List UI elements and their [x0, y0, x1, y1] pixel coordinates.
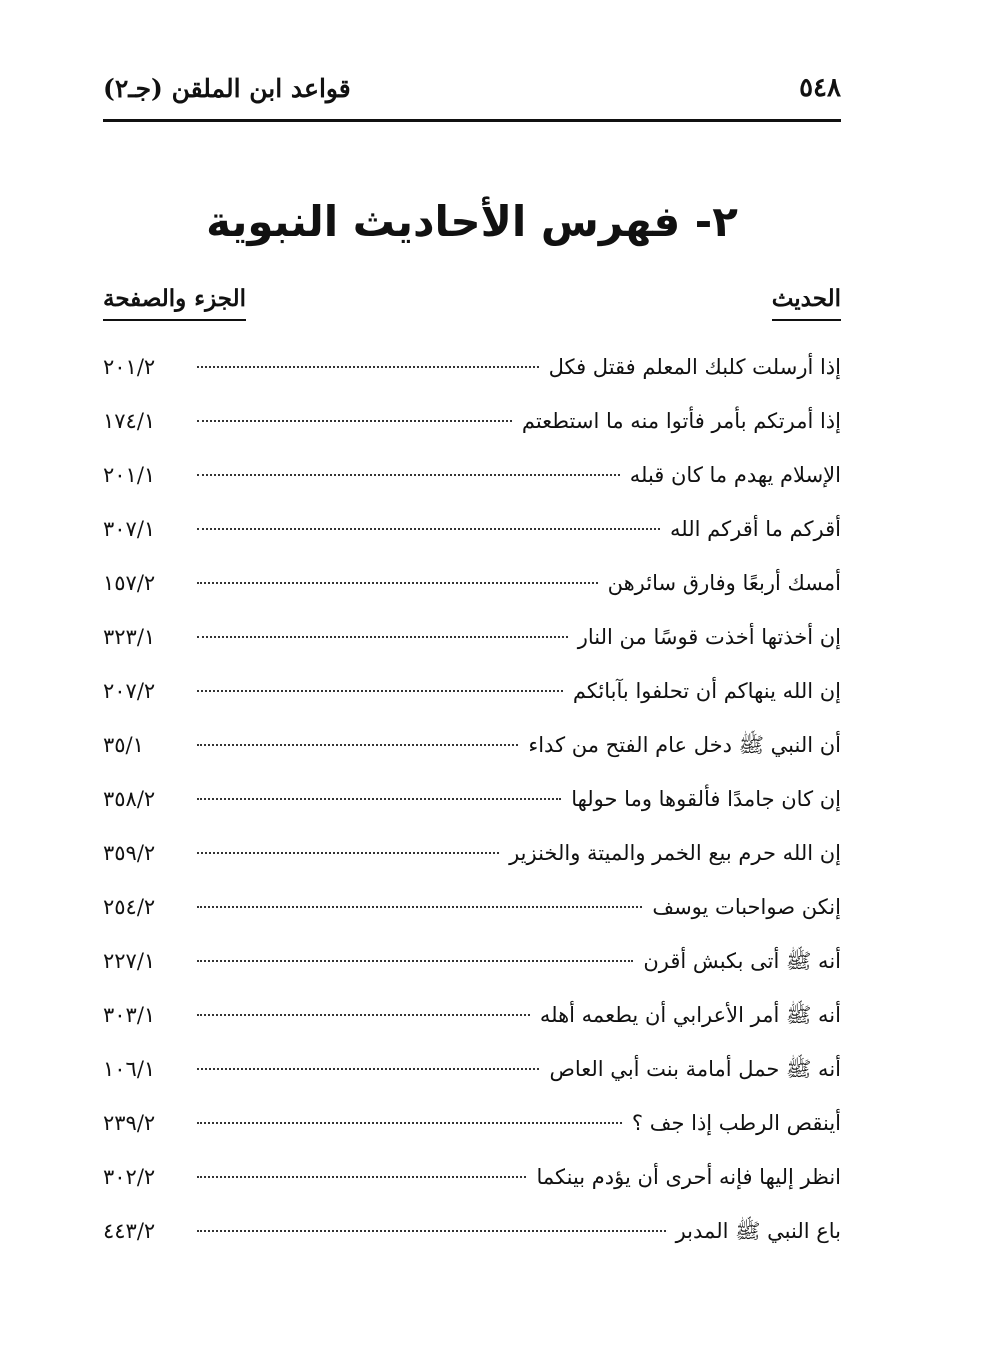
dot-leader — [197, 1014, 530, 1016]
volume-page-ref: ١٥٧/٢ — [103, 571, 156, 595]
index-entry — [103, 666, 841, 720]
hadith-text: انظر إليها فإنه أحرى أن يؤدم بينكما — [536, 1165, 841, 1189]
index-entry — [103, 1152, 841, 1206]
hadith-text: الإسلام يهدم ما كان قبله — [629, 463, 841, 487]
volume-page-ref: ٣٥٨/٢ — [103, 787, 156, 811]
index-entry — [103, 504, 841, 558]
index-entry — [103, 720, 841, 774]
header-rule — [103, 119, 841, 122]
dot-leader — [197, 636, 568, 638]
hadith-text: إن كان جامدًا فألقوها وما حولها — [571, 787, 841, 811]
volume-page-ref: ١٧٤/١ — [103, 409, 156, 433]
volume-page-ref: ٢٠١/١ — [103, 463, 156, 487]
column-headers — [103, 283, 841, 327]
book-title: قواعد ابن الملقن (جـ٢) — [103, 73, 351, 103]
volume-page-ref: ٢٥٤/٢ — [103, 895, 156, 919]
column-header-hadith: الحديث — [772, 283, 841, 321]
hadith-text: باع النبي ﷺ المدبر — [675, 1219, 841, 1243]
hadith-text: إن أخذتها أخذت قوسًا من النار — [577, 625, 841, 649]
index-entry — [103, 450, 841, 504]
hadith-text: إذا أرسلت كلبك المعلم فقتل فكل — [548, 355, 841, 379]
volume-page-ref: ٢٣٩/٢ — [103, 1111, 156, 1135]
page-number: ٥٤٨ — [799, 73, 841, 103]
hadith-text: أنه ﷺ أمر الأعرابي أن يطعمه أهله — [539, 1003, 841, 1027]
dot-leader — [197, 366, 539, 368]
volume-page-ref: ٣٠٧/١ — [103, 517, 156, 541]
index-entry — [103, 612, 841, 666]
index-entry — [103, 396, 841, 450]
volume-page-ref: ٣٥/١ — [103, 733, 144, 757]
dot-leader — [197, 420, 512, 422]
dot-leader — [197, 474, 620, 476]
dot-leader — [197, 690, 563, 692]
volume-page-ref: ٢٠٧/٢ — [103, 679, 156, 703]
volume-page-ref: ٣٥٩/٢ — [103, 841, 156, 865]
index-entry — [103, 990, 841, 1044]
dot-leader — [197, 582, 598, 584]
index-entry — [103, 882, 841, 936]
dot-leader — [197, 528, 660, 530]
dot-leader — [197, 852, 499, 854]
dot-leader — [197, 798, 561, 800]
index-entry — [103, 1098, 841, 1152]
dot-leader — [197, 1068, 539, 1070]
volume-page-ref: ٣٠٢/٢ — [103, 1165, 156, 1189]
hadith-text: إذا أمرتكم بأمر فأتوا منه ما استطعتم — [521, 409, 841, 433]
column-header-volume-page: الجزء والصفحة — [103, 283, 246, 321]
dot-leader — [197, 960, 633, 962]
index-entry — [103, 558, 841, 612]
index-entry — [103, 1044, 841, 1098]
hadith-text: أينقص الرطب إذا جف ؟ — [631, 1111, 841, 1135]
index-entry — [103, 342, 841, 396]
dot-leader — [197, 906, 642, 908]
index-entry — [103, 828, 841, 882]
hadith-text: أنه ﷺ أتى بكبش أقرن — [643, 949, 841, 973]
hadith-index-list — [103, 342, 841, 1260]
volume-page-ref: ٣٢٣/١ — [103, 625, 156, 649]
index-entry — [103, 936, 841, 990]
volume-page-ref: ٢٠١/٢ — [103, 355, 156, 379]
index-entry — [103, 774, 841, 828]
dot-leader — [197, 1122, 622, 1124]
volume-page-ref: ٤٤٣/٢ — [103, 1219, 156, 1243]
dot-leader — [197, 744, 518, 746]
dot-leader — [197, 1176, 526, 1178]
hadith-text: إن الله ينهاكم أن تحلفوا بآبائكم — [572, 679, 841, 703]
volume-page-ref: ٢٢٧/١ — [103, 949, 156, 973]
volume-page-ref: ٣٠٣/١ — [103, 1003, 156, 1027]
hadith-text: أقركم ما أقركم الله — [670, 517, 841, 541]
hadith-text: أن النبي ﷺ دخل عام الفتح من كداء — [528, 733, 841, 757]
running-header — [103, 66, 841, 110]
section-title: ٢- فهرس الأحاديث النبوية — [206, 197, 738, 246]
index-entry — [103, 1206, 841, 1260]
dot-leader — [197, 1230, 666, 1232]
hadith-text: إن الله حرم بيع الخمر والميتة والخنزير — [509, 841, 841, 865]
volume-page-ref: ١٠٦/١ — [103, 1057, 156, 1081]
hadith-text: أمسك أربعًا وفارق سائرهن — [607, 571, 841, 595]
hadith-text: إنكن صواحبات يوسف — [652, 895, 841, 919]
hadith-text: أنه ﷺ حمل أمامة بنت أبي العاص — [549, 1057, 841, 1081]
